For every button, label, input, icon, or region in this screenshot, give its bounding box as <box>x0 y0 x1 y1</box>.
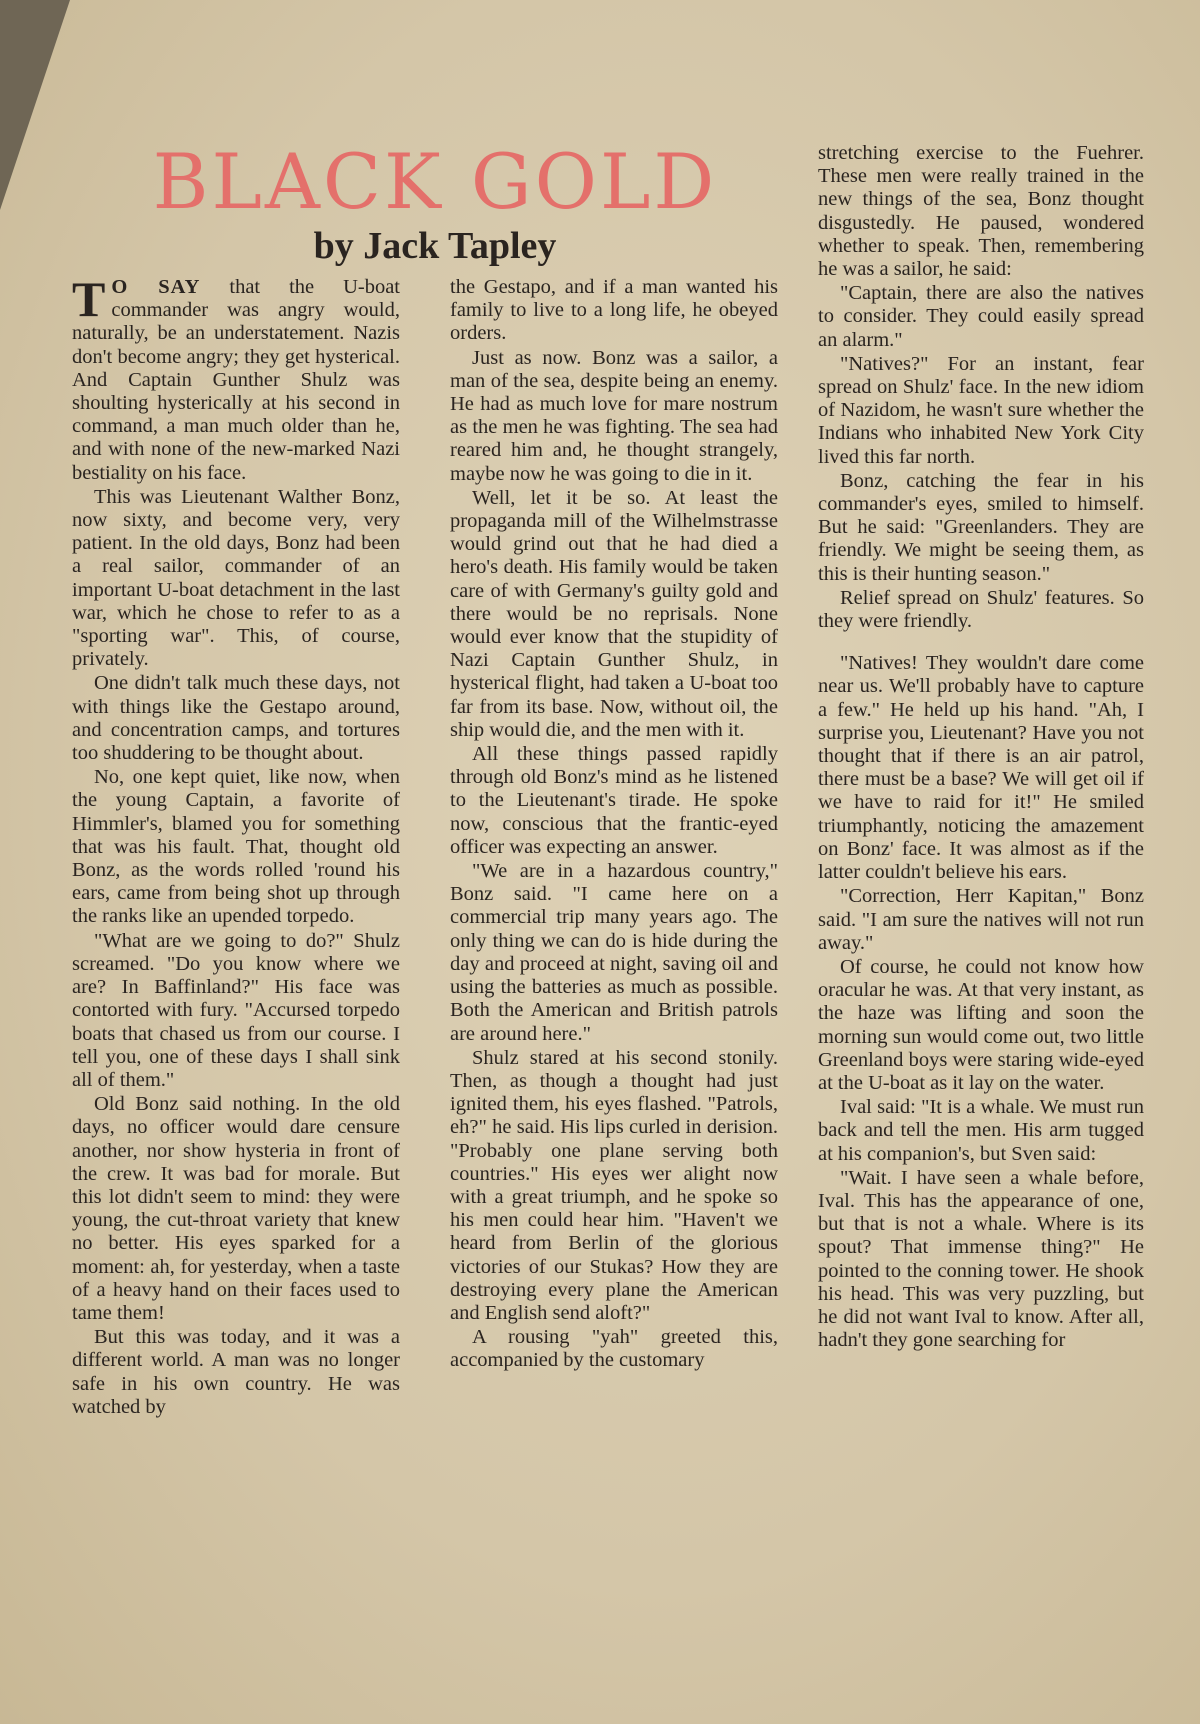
paragraph: Of course, he could not know how oracular he was. At that very instant, as the haze was lifting and soon the morning sun would come out, two little Greenland boys were staring wide-eyed at the U-boat as it lay on the water. <box>818 955 1144 1094</box>
paragraph: Well, let it be so. At least the propaganda mill of the Wilhelmstrasse would grind out that he had died a hero's death. His family would be taken care of with Germany's guilty gold and there would be no reprisals. None would ever know that the stupidity of Nazi Captain Gunther Shulz, in hysterical flight, had taken a U-boat too far from its base. Now, without oil, the ship would die, and the men with it. <box>450 486 778 741</box>
paragraph: the Gestapo, and if a man wanted his family to live to a long life, he obeyed orders. <box>450 276 778 345</box>
section-break <box>818 634 1144 652</box>
paragraph: All these things passed rapidly through old Bonz's mind as he listened to the Lieutenant's tirade. He spoke now, conscious that the frantic-eyed officer was expecting an answer. <box>450 743 778 858</box>
paragraph: A rousing "yah" greeted this, accompanied by the customary <box>450 1326 778 1372</box>
paragraph: "Correction, Herr Kapitan," Bonz said. "I am sure the natives will not run away." <box>818 885 1144 954</box>
paragraph: "Captain, there are also the natives to consider. They could easily spread an alarm." <box>818 282 1144 351</box>
paragraph: "We are in a hazardous country," Bonz said. "I came here on a commercial trip many years ago. The only thing we can do is hide during the day and proceed at night, saving oil and using the batteries as much as possible. Both the American and British patrols are around here." <box>450 860 778 1045</box>
text-column-3 <box>818 142 1144 1353</box>
paragraph: Old Bonz said nothing. In the old days, no officer would dare censure another, nor show hysteria in front of the crew. It was bad for morale. But this lot didn't seem to mind: they were young, the cut-throat variety that knew no better. His eyes sparked for a moment: ah, for yesterday, when a taste of a heavy hand on their faces used to tame them! <box>72 1093 400 1324</box>
paragraph: "Natives?" For an instant, fear spread on Shulz' face. In the new idiom of Nazidom, he wasn't sure whether the Indians who inhabited New York City lived this far north. <box>818 352 1144 468</box>
paragraph: One didn't talk much these days, not with things like the Gestapo around, and concentration camps, and tortures too shuddering to be thought about. <box>72 672 400 765</box>
paragraph: Ival said: "It is a whale. We must run back and tell the men. His arm tugged at his companion's, but Sven said: <box>818 1096 1144 1165</box>
paragraph: No, one kept quiet, like now, when the young Captain, a favorite of Himmler's, blamed you for something that was his fault. That, thought old Bonz, as the words rolled 'round his ears, came from being shot up through the ranks like an upended torpedo. <box>72 766 400 928</box>
paragraph: This was Lieutenant Walther Bonz, now sixty, and become very, very patient. In the old days, Bonz had been a real sailor, commander of an important U-boat detachment in the last war, which he chose to refer to as a "sporting war". This, of course, privately. <box>72 485 400 671</box>
paragraph: "Wait. I have seen a whale before, Ival. This has the appearance of one, but that is not a whale. Where is its spout? That immense thing?" He pointed to the conning tower. He shook his head. This was very puzzling, but he did not want Ival to know. After all, hadn't they gone searching for <box>818 1166 1144 1352</box>
paragraph: Just as now. Bonz was a sailor, a man of the sea, despite being an enemy. He had as much love for mare nostrum as the men he was fighting. The sea had reared him and, he thought strangely, maybe now he was going to die in it. <box>450 346 778 485</box>
paragraph: But this was today, and it was a different world. A man was no longer safe in his own country. He was watched by <box>72 1326 400 1418</box>
text-column-2 <box>450 276 778 1374</box>
paragraph: "What are we going to do?" Shulz screamed. "Do you know where we are? In Baffinland?" His face was contorted with fury. "Accursed torpedo boats that chased us from our course. I tell you, one of these days I shall sink all of them." <box>72 929 400 1091</box>
drop-cap: T <box>72 271 106 327</box>
paragraph: T O SAY that the U-boat commander was angry would, naturally, be an understatement. Nazis don't become angry; they get hysterical. And Captain Gunther Shulz was shoulting hysterically at his second in command, a man much older than he, and with none of the new-marked Nazi bestiality on his face. <box>72 271 400 484</box>
page-corner-shadow <box>0 0 70 210</box>
paragraph: stretching exercise to the Fuehrer. These men were really trained in the new things of the sea, Bonz thought disgustedly. He paused, wondered whether to speak. Then, remembering he was a sailor, he said: <box>818 142 1144 281</box>
paragraph: "Natives! They wouldn't dare come near us. We'll probably have to capture a few." He held up his hand. "Ah, I surprise you, Lieutenant? Have you not thought that if there is an air patrol, there must be a base? We will get oil if we have to raid for it!" He smiled triumphantly, noticing the amazement on Bonz' face. It was almost as if the latter couldn't believe his ears. <box>818 652 1144 884</box>
paragraph: Bonz, catching the fear in his commander's eyes, smiled to himself. But he said: "Greenlanders. They are friendly. We might be seeing them, as this is their hunting season." <box>818 469 1144 585</box>
paragraph: Shulz stared at his second stonily. Then, as though a thought had just ignited them, his eyes flashed. "Patrols, eh?" he said. His lips curled in derision. "Probably one plane serving both countries." His eyes wer alight now with a great triumph, and he spoke so his men could hear him. "Haven't we heard from Berlin of the glorious victories of our Stukas? How they are destroying every plane the American and English send aloft?" <box>450 1046 778 1324</box>
lead-in: O SAY <box>111 276 201 298</box>
article-title: BLACK GOLD <box>152 137 718 226</box>
text-column-1 <box>72 271 400 1420</box>
paragraph: Relief spread on Shulz' features. So they were friendly. <box>818 586 1144 633</box>
article-byline: by Jack Tapley <box>313 225 557 267</box>
